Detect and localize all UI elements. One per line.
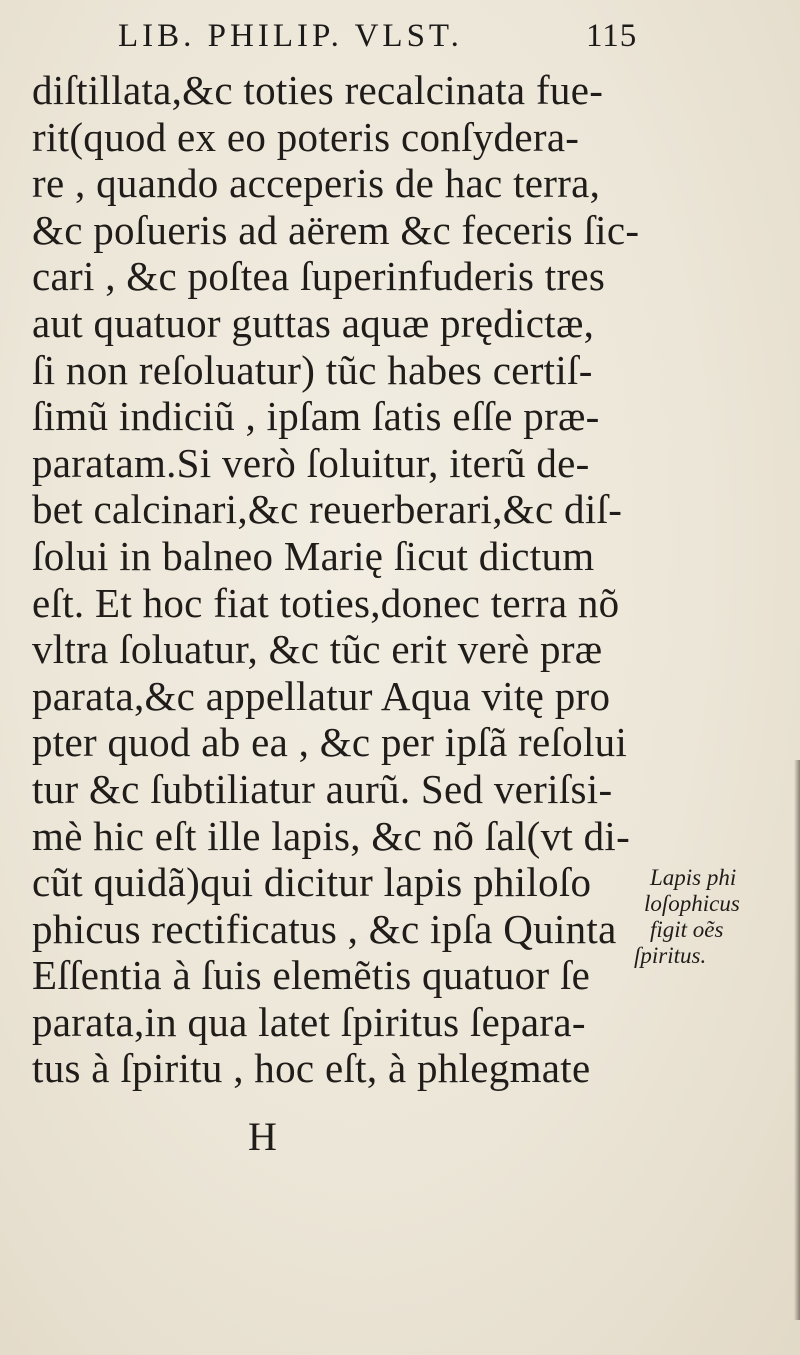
text-line: vltra ſoluatur, &c tũc erit verè præ bbox=[32, 626, 603, 673]
text-line: bet calcinari,&c reuerberari,&c diſ- bbox=[32, 486, 623, 533]
margin-note-line: ſpiritus. bbox=[634, 943, 707, 968]
body-text bbox=[32, 67, 640, 1092]
text-line: ſolui in balneo Marię ſicut dictum bbox=[32, 532, 595, 579]
margin-note bbox=[628, 865, 798, 969]
text-line: parata,&c appellatur Aqua vitę pro bbox=[32, 672, 611, 719]
text-line: tus à ſpiritu , hoc eſt, à phlegmate bbox=[32, 1045, 591, 1092]
margin-note-line: figit oẽs bbox=[650, 917, 724, 942]
text-line: parata,in qua latet ſpiritus ſepara- bbox=[32, 998, 586, 1045]
running-head bbox=[118, 16, 678, 56]
text-line: tur &c ſubtiliatur aurũ. Sed veriſsi- bbox=[32, 765, 613, 812]
page-number: 115 bbox=[586, 18, 638, 54]
text-line: cũt quidã)qui dicitur lapis philoſo bbox=[32, 859, 592, 906]
text-line: eſt. Et hoc fiat toties,donec terra nõ bbox=[32, 579, 620, 626]
text-line: ſimũ indiciũ , ipſam ſatis eſſe præ- bbox=[32, 393, 600, 440]
text-line: mè hic eſt ille lapis, &c nõ ſal(vt di- bbox=[32, 812, 631, 859]
page-edge-shadow bbox=[794, 760, 800, 1320]
text-line: paratam.Si verò ſoluitur, iterũ de- bbox=[32, 439, 590, 486]
margin-note-line: loſophicus bbox=[644, 891, 740, 916]
text-line: phicus rectificatus , &c ipſa Quinta bbox=[32, 905, 617, 952]
margin-note-line: Lapis phi bbox=[650, 865, 737, 890]
text-line: aut quatuor guttas aquæ prędictæ, bbox=[32, 299, 595, 346]
text-line: &c poſueris ad aërem &c feceris ſic- bbox=[32, 206, 640, 253]
catchword: H bbox=[248, 1114, 277, 1159]
text-line: rit(quod ex eo poteris conſydera- bbox=[32, 113, 580, 160]
text-line: re , quando acceperis de hac terra, bbox=[32, 160, 601, 207]
text-line: pter quod ab ea , &c per ipſã reſolui bbox=[32, 719, 628, 766]
text-line: diſtillata,&c toties recalcinata fue- bbox=[32, 67, 604, 113]
running-head-title: LIB. PHILIP. VLST. bbox=[118, 18, 463, 54]
text-line: cari , &c poſtea ſuperinfuderis tres bbox=[32, 253, 606, 300]
text-line: Eſſentia à ſuis elemẽtis quatuor ſe bbox=[32, 952, 591, 999]
text-line: ſi non reſoluatur) tũc habes certiſ- bbox=[32, 346, 593, 393]
